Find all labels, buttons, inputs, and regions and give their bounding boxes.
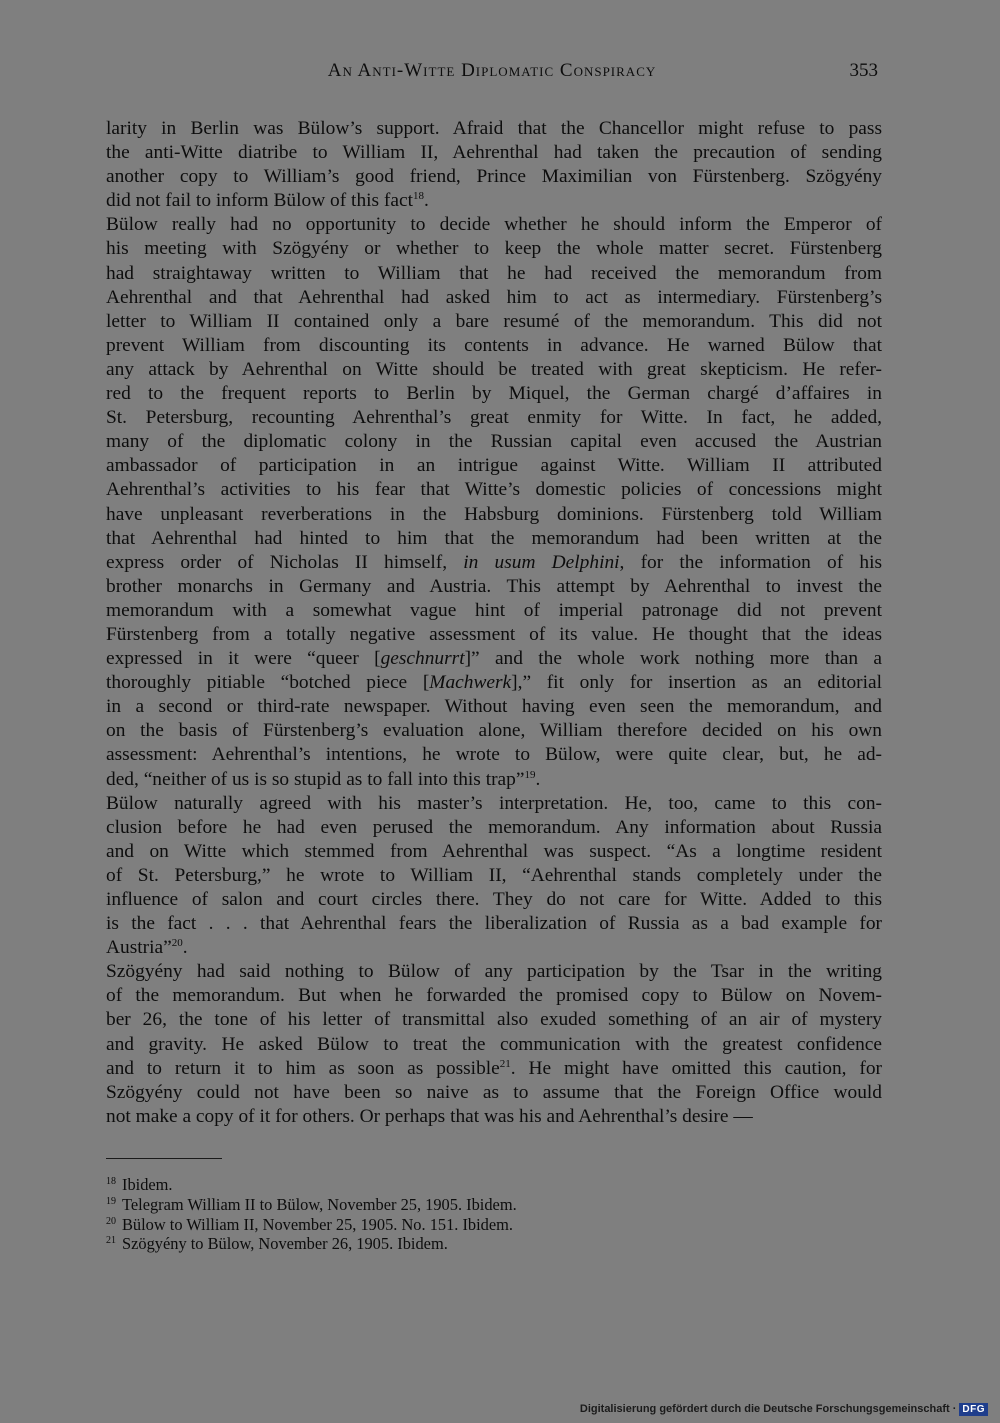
footnote-number: 20	[106, 1215, 116, 1227]
text-line: not make a copy of it for others. Or perhaps that was his and Aehrenthal’s desire —	[106, 1105, 753, 1127]
text-line: the anti-Witte diatribe to William II, Aehrenthal had taken the precaution of sending	[106, 142, 882, 164]
footnote	[106, 1175, 886, 1195]
text-line: ber 26, the tone of his letter of transmittal also exuded something of an air of mystery	[106, 1009, 882, 1031]
footnote-text: Ibidem.	[122, 1175, 173, 1194]
text-line: many of the diplomatic colony in the Russian capital even accused the Austrian	[106, 431, 882, 453]
running-title: An Anti-Witte Diplomatic Conspiracy	[327, 60, 657, 81]
text-line: did not fail to inform Bülow of this fact$^{18}$.	[106, 190, 429, 212]
text-line: prevent William from discounting its contents in advance. He warned Bülow that	[106, 334, 882, 356]
text-line: thoroughly pitiable “botched piece [Machwerk],” fit only for insertion as an editorial	[106, 672, 882, 694]
text-line: Szögyény could not have been so naive as to assume that the Foreign Office would	[106, 1081, 882, 1103]
text-line: ambassador of participation in an intrigue against Witte. William II attributed	[106, 455, 882, 477]
footnote-number: 21	[106, 1235, 116, 1247]
text-line: red to the frequent reports to Berlin by Miquel, the German chargé d’affaires in	[106, 383, 882, 405]
footnote-number: 18	[106, 1176, 116, 1187]
footnote	[106, 1215, 886, 1235]
footnote-number: 19	[106, 1195, 116, 1207]
text-line: have unpleasant reverberations in the Habsburg dominions. Fürstenberg told William	[106, 503, 882, 525]
footnote-ref: 18	[412, 190, 424, 203]
footnote-text: Bülow to William II, November 25, 1905. No. 151. Ibidem.	[122, 1214, 513, 1234]
text-line: and gravity. He asked Bülow to treat the communication with the greatest confidence	[106, 1033, 882, 1055]
text-line: that Aehrenthal had hinted to him that the memorandum had been written at the	[106, 527, 882, 549]
text-line: assessment: Aehrenthal’s intentions, he wrote to Bülow, were quite clear, but, he ad-	[106, 744, 882, 766]
text-line: Fürstenberg from a totally negative assessment of its value. He thought that the ideas	[106, 623, 882, 645]
text-line: ded, “neither of us is so stupid as to fall into this trap”$^{19}$.	[106, 768, 541, 790]
footnote-ref: 19	[524, 768, 536, 781]
text-line: in a second or third-rate newspaper. Without having even seen the memorandum, and	[106, 696, 882, 718]
credit-text: Digitalisierung gefördert durch die Deutsche Forschungsgemeinschaft ·	[579, 1403, 957, 1415]
text-line: had straightaway written to William that he had received the memorandum from	[106, 262, 882, 284]
footnote-ref: 20	[171, 937, 183, 950]
text-line: on the basis of Fürstenberg’s evaluation alone, William therefore decided on his own	[106, 720, 882, 742]
text-line: Aehrenthal and that Aehrenthal had asked him to act as intermediary. Fürstenberg’s	[106, 286, 882, 308]
text-line: of St. Petersburg,” he wrote to William II, “Aehrenthal stands completely under the	[106, 864, 882, 886]
text-line: express order of Nicholas II himself, in usum Delphini, for the information of his	[106, 551, 883, 573]
text-line: another copy to William’s good friend, Prince Maximilian von Fürstenberg. Szögyény	[106, 166, 882, 188]
text-line: is the fact . . . that Aehrenthal fears the liberalization of Russia as a bad example for	[106, 913, 882, 935]
text-line: clusion before he had even perused the memorandum. Any information about Russia	[106, 816, 882, 838]
text-line: St. Petersburg, recounting Aehrenthal’s great enmity for Witte. In fact, he added,	[106, 407, 882, 429]
text-line: brother monarchs in Germany and Austria. This attempt by Aehrenthal to invest the	[106, 575, 882, 597]
text-line: letter to William II contained only a bare resumé of the memorandum. This did not	[106, 310, 882, 332]
dfg-logo-icon: DFG	[959, 1403, 988, 1416]
page-number: 353	[849, 60, 878, 81]
text-line: memorandum with a somewhat vague hint of imperial patronage did not prevent	[106, 599, 882, 621]
text-line: of the memorandum. But when he forwarded the promised copy to Bülow on Novem-	[106, 985, 882, 1007]
footnote-text: Telegram William II to Bülow, November 25, 1905. Ibidem.	[122, 1194, 517, 1214]
text-line: any attack by Aehrenthal on Witte should be treated with great skepticism. He refer-	[106, 358, 882, 380]
text-line: influence of salon and court circles there. They do not care for Witte. Added to this	[106, 889, 882, 910]
text-line: and to return it to him as soon as possible$^{21}$. He might have omitted this caution, for	[106, 1057, 882, 1079]
footnotes	[106, 1175, 886, 1254]
footnote-ref: 21	[499, 1057, 511, 1070]
footnote	[106, 1195, 886, 1215]
text-line: Szögyény had said nothing to Bülow of any participation by the Tsar in the writing	[106, 961, 882, 983]
body-text	[106, 117, 882, 1129]
footnote-text: Szögyény to Bülow, November 26, 1905. Ibidem.	[122, 1234, 448, 1254]
page-header	[106, 60, 878, 90]
digitization-credit	[580, 1401, 988, 1417]
text-line: expressed in it were “queer [geschnurrt]” and the whole work nothing more than a	[106, 648, 882, 670]
text-line: Bülow naturally agreed with his master’s interpretation. He, too, came to this con-	[106, 792, 882, 814]
text-line: and on Witte which stemmed from Aehrenthal was suspect. “As a longtime resident	[106, 840, 882, 862]
footnote	[106, 1234, 886, 1254]
text-line: Austria”$^{20}$.	[106, 937, 188, 959]
text-line: Bülow really had no opportunity to decide whether he should inform the Emperor of	[106, 214, 882, 236]
footnote-rule	[106, 1158, 222, 1159]
text-line: his meeting with Szögyény or whether to keep the whole matter secret. Fürstenberg	[106, 238, 882, 260]
text-line: larity in Berlin was Bülow’s support. Afraid that the Chancellor might refuse to pass	[106, 118, 882, 139]
text-line: Aehrenthal’s activities to his fear that Witte’s domestic policies of concessions might	[106, 479, 882, 501]
